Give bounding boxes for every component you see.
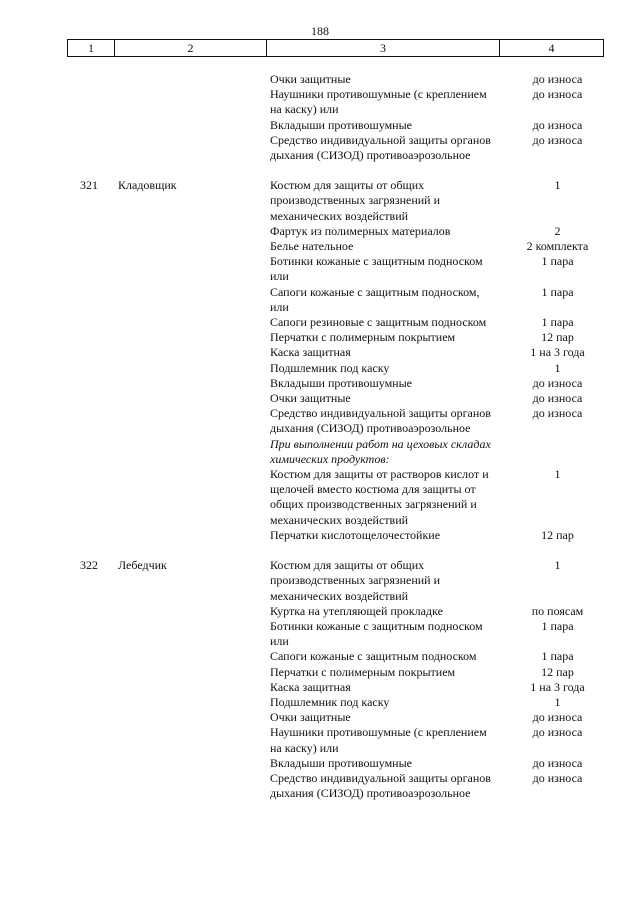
ppe-item-name: Подшлемник под каску [270, 694, 390, 709]
column-header-2: 2 [115, 40, 267, 57]
table-row [0, 528, 640, 543]
ppe-item-norm: 1 [554, 467, 561, 482]
ppe-item-norm: 2 комплекта [526, 239, 589, 254]
ppe-item-norm: 12 пар [541, 330, 574, 345]
table-row [0, 133, 640, 163]
ppe-item-norm: 1 пара [541, 284, 574, 299]
table-entry [0, 72, 640, 163]
ppe-item-name: Перчатки с полимерным покрытием [270, 664, 456, 679]
table-entry [0, 558, 640, 801]
table-row [0, 118, 640, 133]
ppe-item-name: Вкладыши противошумные [270, 375, 412, 390]
table-row [0, 665, 640, 680]
table-row [0, 239, 640, 254]
ppe-item-norm: 1 на 3 года [530, 345, 585, 360]
ppe-item-norm: до износа [532, 117, 583, 132]
ppe-item-norm: по поясам [531, 603, 584, 618]
table-entry [0, 178, 640, 543]
ppe-item-name: Наушники противошумные (с креплением на каску) или [270, 725, 487, 755]
table-row [0, 771, 640, 801]
ppe-item-name: Каска защитная [270, 345, 351, 360]
table-row [0, 710, 640, 725]
ppe-item-norm: 1 пара [541, 254, 574, 269]
ppe-item-norm [510, 437, 605, 467]
ppe-item-norm: до износа [532, 406, 583, 421]
ppe-item-norm: 2 [554, 223, 561, 238]
ppe-item-name: Вкладыши противошумные [270, 117, 412, 132]
table-row [0, 224, 640, 239]
ppe-item-name: Сапоги кожаные с защитным подноском, или [270, 284, 480, 314]
table-row [0, 604, 640, 619]
column-header-table [67, 39, 604, 57]
table-row [0, 680, 640, 695]
table-body [0, 72, 640, 801]
ppe-item-norm: 12 пар [541, 527, 574, 542]
ppe-item-norm: до износа [532, 710, 583, 725]
ppe-item-name: Сапоги кожаные с защитным подноском [270, 649, 477, 664]
ppe-item-name: Костюм для защиты от общих производственных загрязнений и механических воздействий [270, 558, 441, 603]
column-header-4: 4 [500, 40, 604, 57]
table-row [0, 285, 640, 315]
ppe-item-norm: 1 пара [541, 649, 574, 664]
ppe-item-name: Ботинки кожаные с защитным подноском или [270, 618, 483, 649]
table-row [0, 391, 640, 406]
entry-profession: Кладовщик [118, 178, 177, 193]
table-row [0, 72, 640, 87]
entry-number: 321 [80, 178, 98, 193]
ppe-item-name: Перчатки кислотощелочестойкие [270, 527, 441, 542]
ppe-item-norm: до износа [532, 755, 583, 770]
ppe-item-norm: до износа [532, 770, 583, 785]
ppe-item-name: Ботинки кожаные с защитным подноском или [270, 254, 483, 284]
ppe-item-norm: до износа [532, 87, 583, 102]
ppe-item-name: Костюм для защиты от общих производственных загрязнений и механических воздействий [270, 178, 441, 223]
ppe-item-name: Очки защитные [270, 72, 351, 86]
ppe-item-name: При выполнении работ на цеховых складах химических продуктов: [270, 436, 491, 466]
page-number: 188 [311, 24, 329, 38]
table-row [0, 254, 640, 284]
table-row [0, 619, 640, 649]
ppe-item-norm: 1 [554, 178, 561, 193]
ppe-item-norm: до износа [532, 375, 583, 390]
ppe-item-name: Средство индивидуальной защиты органов дыхания (СИЗОД) противоаэрозольное [270, 406, 491, 436]
ppe-item-name: Очки защитные [270, 391, 351, 406]
column-header-row [68, 40, 604, 57]
ppe-item-name: Наушники противошумные (с креплением на каску) или [270, 87, 487, 117]
ppe-item-name: Фартук из полимерных материалов [270, 223, 451, 238]
ppe-item-name: Костюм для защиты от растворов кислот и щелочей вместо костюма для защиты от общих производственных загрязнений и механических воздействий [270, 467, 489, 527]
ppe-item-norm: до износа [532, 725, 583, 740]
entry-number: 322 [80, 558, 98, 573]
table-row [0, 756, 640, 771]
ppe-item-norm: до износа [532, 132, 583, 147]
ppe-item-norm: 1 [554, 694, 561, 709]
ppe-item-norm: 1 пара [541, 618, 574, 633]
ppe-item-norm: до износа [532, 391, 583, 406]
table-row [0, 437, 640, 467]
ppe-item-norm: 12 пар [541, 664, 574, 679]
table-row [0, 315, 640, 330]
table-row [0, 695, 640, 710]
ppe-item-norm: до износа [532, 72, 583, 86]
table-row [0, 649, 640, 664]
ppe-item-name: Подшлемник под каску [270, 360, 390, 375]
ppe-item-name: Очки защитные [270, 710, 351, 725]
column-header-1: 1 [68, 40, 115, 57]
table-row [0, 467, 640, 528]
ppe-item-norm: 1 пара [541, 315, 574, 330]
ppe-item-name: Вкладыши противошумные [270, 755, 412, 770]
ppe-item-name: Средство индивидуальной защиты органов дыхания (СИЗОД) противоаэрозольное [270, 770, 491, 801]
ppe-item-norm: 1 [554, 360, 561, 375]
ppe-item-name: Сапоги резиновые с защитным подноском [270, 315, 487, 330]
column-header-3: 3 [267, 40, 500, 57]
table-row [0, 361, 640, 376]
ppe-item-name: Средство индивидуальной защиты органов дыхания (СИЗОД) противоаэрозольное [270, 132, 491, 163]
ppe-item-norm: 1 [554, 558, 561, 573]
ppe-item-name: Каска защитная [270, 679, 351, 694]
ppe-item-name: Перчатки с полимерным покрытием [270, 330, 456, 345]
table-row [0, 376, 640, 391]
ppe-item-name: Куртка на утепляющей прокладке [270, 603, 443, 618]
table-row [0, 725, 640, 755]
table-row [0, 87, 640, 117]
table-row [0, 330, 640, 345]
table-row [0, 406, 640, 436]
ppe-item-norm: 1 на 3 года [530, 679, 585, 694]
entry-profession: Лебедчик [118, 558, 167, 573]
table-row [0, 345, 640, 360]
ppe-item-name: Белье нательное [270, 239, 354, 254]
